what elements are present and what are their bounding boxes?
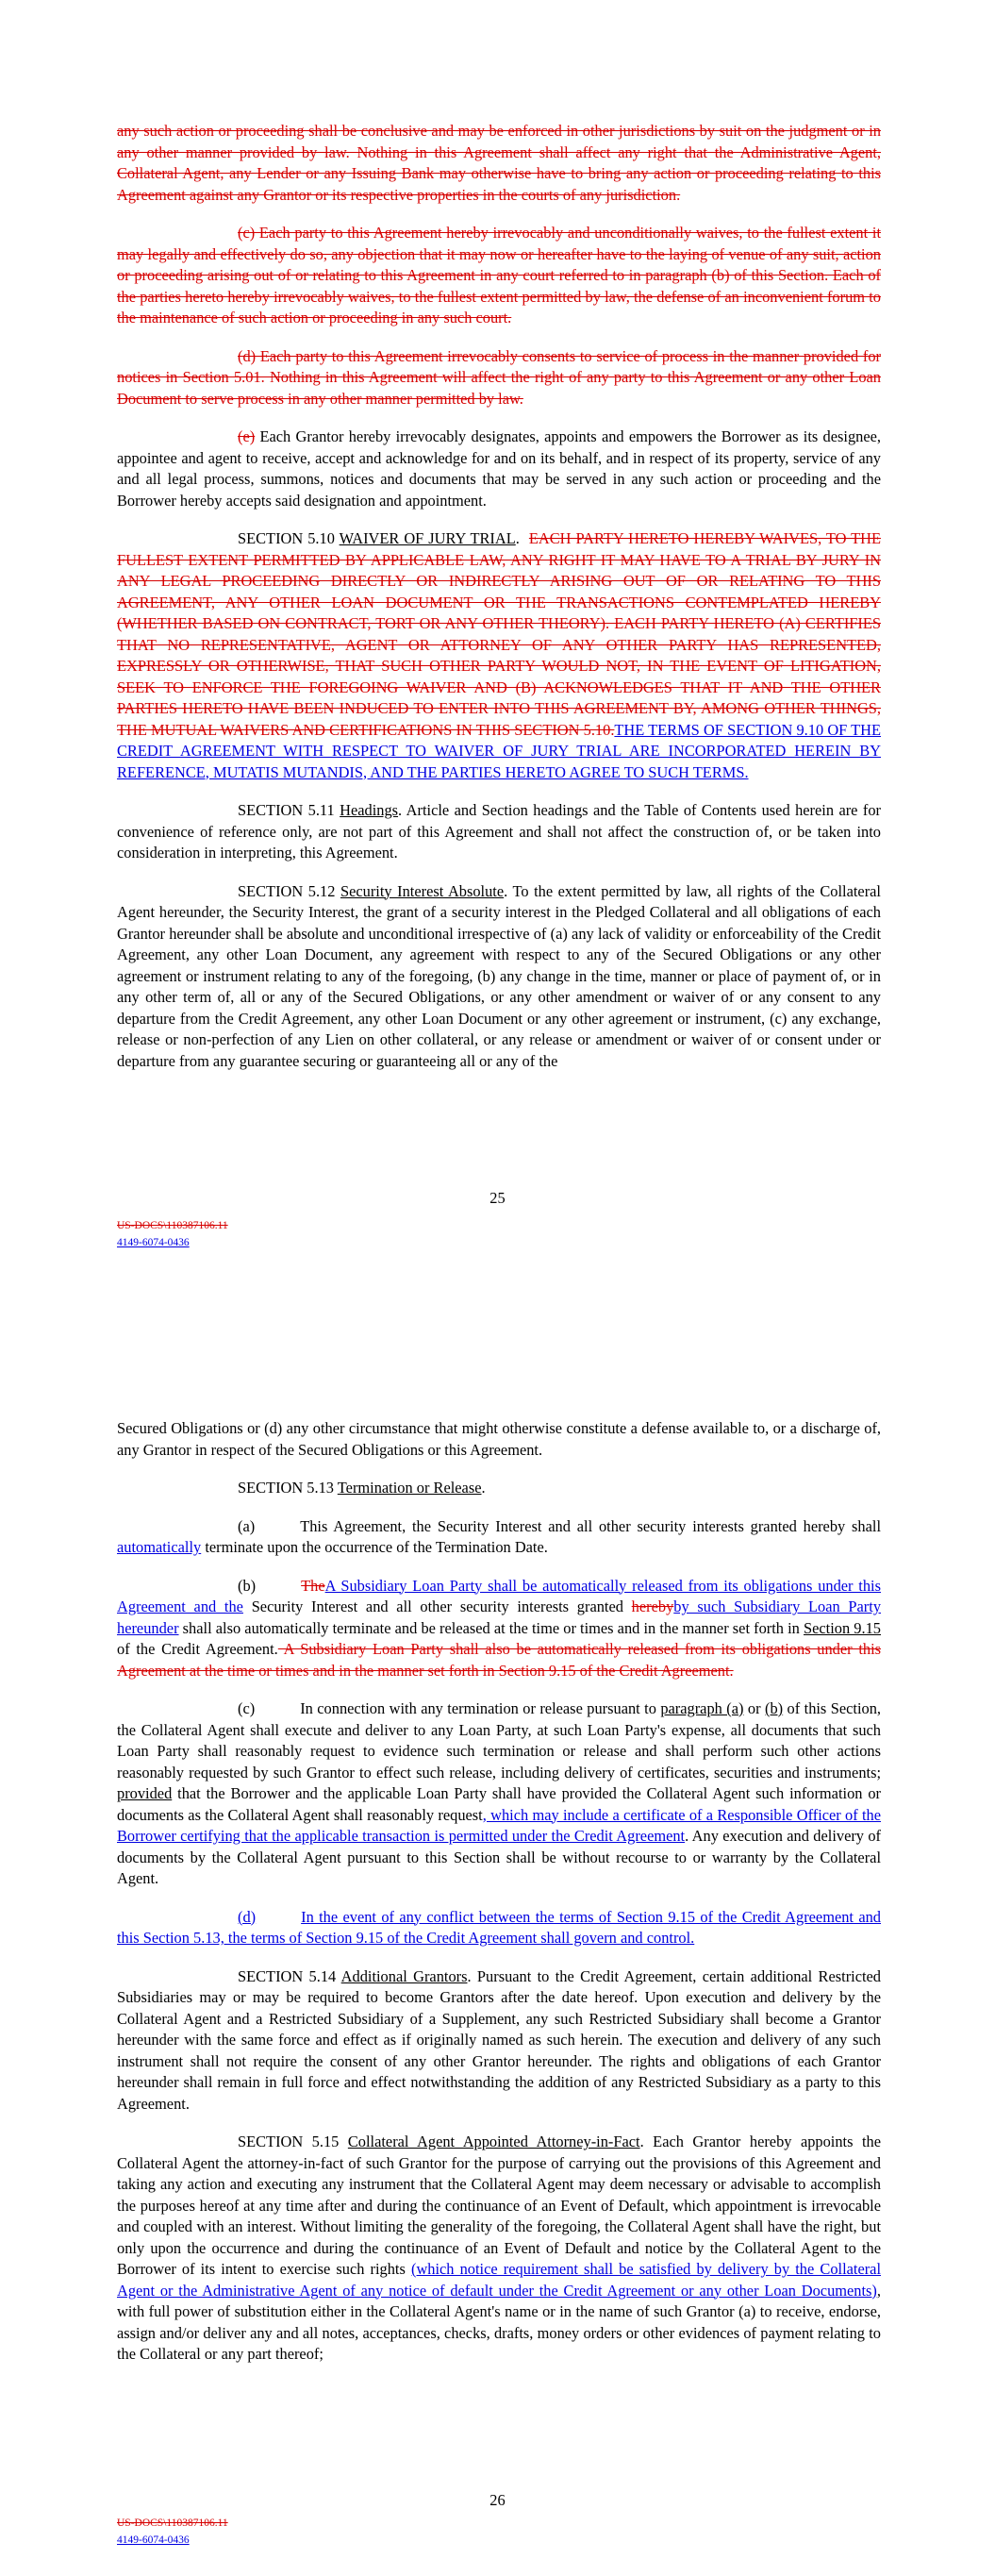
paragraph-text: Security Interest and all other security interests granted [242, 1597, 632, 1615]
paragraph-d-inserted [117, 1907, 881, 1949]
deleted-jury-waiver-text: EACH PARTY HERETO HEREBY WAIVES, TO THE FULLEST EXTENT PERMITTED BY APPLICABLE LAW, ANY RIGHT IT MAY HAVE TO A TRIAL BY JURY IN ANY LEGAL PROCEEDING DIRECTLY OR INDIRECTLY ARISING OUT OF OR RELATING TO THIS AGREEMENT, ANY OTHER LOAN DOCUMENT OR THE TRANSACTIONS CONTEMPLATED HEREBY (WHETHER BASED ON CONTRACT, TORT OR ANY OTHER THEORY). EACH PARTY HERETO (A) CERTIFIES THAT NO REPRESENTATIVE, AGENT OR ATTORNEY OF ANY OTHER PARTY HAS REPRESENTED, EXPRESSLY OR OTHERWISE, THAT SUCH OTHER PARTY WOULD NOT, IN THE EVENT OF LITIGATION, SEEK TO ENFORCE THE FOREGOING WAIVER AND (B) ACKNOWLEDGES THAT IT AND THE OTHER PARTIES HERETO HAVE BEEN INDUCED TO ENTER INTO THIS AGREEMENT BY, AMONG OTHER THINGS, THE MUTUAL WAIVERS AND CERTIFICATIONS IN THIS SECTION 5.10. [117, 529, 881, 739]
paragraph-c [117, 1698, 881, 1890]
deleted-paragraph-jurisdiction: any such action or proceeding shall be conclusive and may be enforced in other jurisdictions by suit on the judgment or in any other manner provided by law. Nothing in this Agreement shall affect any right that the Administrative Agent, Collateral Agent, any Lender or any Issuing Bank may otherwise have to bring any action or proceeding relating to this Agreement against any Grantor or its respective properties in the courts of any jurisdiction. [117, 122, 881, 204]
section-label: SECTION 5.14 [238, 1966, 341, 1985]
page-body [117, 1418, 881, 2383]
inserted-doc-id: 4149-6074-0436 [117, 2534, 190, 2546]
inserted-jury-waiver-text: THE TERMS OF SECTION 9.10 OF THE CREDIT AGREEMENT WITH RESPECT TO WAIVER OF JURY TRIAL ARE INCORPORATED HEREIN BY REFERENCE, MUTATIS MUTANDIS, AND THE PARTIES HERETO AGREE TO SUCH TERMS. [117, 720, 881, 781]
section-text: , with full power of substitution either in the Collateral Agent's name or in the name of such Grantor (a) to receive, endorse, assign and/or deliver any and all notes, acceptances, checks, drafts, money orders or other evidences of payment relating to the Collateral or any part thereof; [117, 2281, 881, 2363]
section-heading: Termination or Release [337, 1479, 482, 1497]
document-page-26 [0, 1288, 995, 2576]
deleted-paragraph-d-service: (d) Each party to this Agreement irrevocably consents to service of process in the manner provided for notices in Section 5.01. Nothing in this Agreement will affect the right of any party to this Agreement or any other Loan Document to serve process in any other manner permitted by law. [117, 346, 881, 408]
section-heading: Security Interest Absolute [340, 881, 505, 900]
section-5-15 [117, 2132, 881, 2366]
section-heading: Headings [340, 801, 399, 819]
inserted-text: by such Subsidiary Loan Party hereunder [117, 1597, 882, 1637]
section-heading: Additional Grantors [340, 1966, 468, 1985]
footer-doc-ids [117, 2515, 228, 2549]
deleted-doc-id: US-DOCS\110387106.11 [117, 2517, 228, 2529]
paragraph-text: of this Section, the Collateral Agent shall execute and deliver to any Loan Party, at such Loan Party's expense, all documents that such Loan Party shall reasonably request to evidence such termination or release and shall perform such other actions reasonably requested by such Grantor to effect such release, including delivery of certificates, securities and instruments; [117, 1699, 882, 1781]
section-label: SECTION 5.15 [238, 2133, 348, 2150]
paragraph-text: of the Credit Agreement. [117, 1640, 278, 1658]
section-text: . Article and Section headings and the Table of Contents used herein are for convenience of reference only, are not part of this Agreement and shall not affect the construction of, or be taken into consideration in interpreting, this Agreement. [117, 801, 881, 861]
paragraph-a [117, 1516, 881, 1559]
deleted-label-e: (e) [238, 427, 256, 445]
section-heading: Collateral Agent Appointed Attorney-in-Fact [347, 2133, 640, 2150]
provided-term: provided [117, 1784, 173, 1802]
paragraph-text: shall also automatically terminate and be released at the time or times and in the manner set forth in [178, 1618, 804, 1637]
section-text: . To the extent permitted by law, all rights of the Collateral Agent hereunder, the Security Interest, the grant of a security interest in the Pledged Collateral and all obligations of each Grantor hereunder shall be absolute and unconditional irrespective of (a) any lack of validity or enforceability of the Credit Agreement, any other Loan Document, any agreement with respect to any of the Secured Obligations or any other agreement or instrument relating to any of the foregoing, (b) any change in the time, manner or place of payment of, or in any other term of, all or any of the Secured Obligations, or any other amendment or waiver of or any consent to any departure from the Credit Agreement, any other Loan Document or any other agreement or instrument, (c) any exchange, release or non-perfection of any Lien on other collateral, or any release or amendment or waiver of or consent under or departure from any guarantee securing or guaranteeing all or any of the [117, 881, 881, 1070]
footer-doc-ids [117, 1217, 228, 1251]
section-text: . Each Grantor hereby appoints the Collateral Agent the attorney-in-fact of such Grantor for the purpose of carrying out the provisions of this Agreement and taking any action and executing any instrument that the Collateral Agent may deem necessary or advisable to accomplish the purposes hereof at any time after and during the continuance of an Event of Default, which appointment is irrevocable and coupled with an interest. Without limiting the generality of the foregoing, the Collateral Agent shall have the right, but only upon the occurrence and during the continuance of an Event of Default and notice by the Collateral Agent to the Borrower of its intent to exercise such rights [117, 2133, 881, 2278]
section-label: SECTION 5.11 [238, 801, 340, 819]
paragraph-label: (b) [238, 1576, 257, 1595]
inserted-text: automatically [117, 1538, 202, 1556]
section-label: SECTION 5.10 [238, 529, 340, 547]
page-number: 25 [489, 1189, 506, 1207]
deleted-text: The [301, 1576, 325, 1595]
deleted-paragraph-c-venue: (c) Each party to this Agreement hereby irrevocably and unconditionally waives, to the fullest extent it may legally and effectively do so, any objection that it may now or hereafter have to the laying of venue of any suit, action or proceeding arising out of or relating to this Agreement in any court referred to in paragraph (b) of this Section. Each of the parties hereto hereby irrevocably waives, to the fullest extent permitted by law, the defense of an inconvenient forum to the maintenance of such action or proceeding in any such court. [117, 224, 881, 326]
section-period: . [481, 1479, 486, 1497]
paragraph-reference: paragraph (a) [660, 1699, 744, 1717]
paragraph-b [117, 1576, 881, 1682]
inserted-text: (which notice requirement shall be satisfied by delivery by the Collateral Agent or the Administrative Agent of any notice of default under the Credit Agreement or any other Loan Documents) [117, 2260, 882, 2300]
section-label: SECTION 5.12 [238, 881, 340, 900]
paragraph-label: (c) [238, 1699, 256, 1717]
paragraph-text: In connection with any termination or release pursuant to [300, 1699, 661, 1717]
section-5-11 [117, 800, 881, 864]
section-label: SECTION 5.13 [238, 1479, 338, 1497]
deleted-doc-id: US-DOCS\110387106.11 [117, 1220, 228, 1231]
paragraph-text: Each Grantor hereby irrevocably designates, appoints and empowers the Borrower as its designee, appointee and agent to receive, accept and acknowledge for and on its behalf, and in respect of its property, service of any and all legal process, summons, notices and documents that may be served in any such action or proceeding and the Borrower hereby accepts said designation and appointment. [117, 427, 881, 510]
inserted-text: A Subsidiary Loan Party shall be automatically released from its obligations under this Agreement and the [117, 1576, 881, 1615]
paragraph-label: (a) [238, 1516, 256, 1535]
section-5-13 [117, 1478, 881, 1499]
paragraph-text: . Any execution and delivery of documents by the Collateral Agent pursuant to this Section shall be without recourse to or warranty by the Collateral Agent. [117, 1827, 881, 1887]
section-5-14 [117, 1966, 881, 2116]
inserted-text: In the event of any conflict between the terms of Section 9.15 of the Credit Agreement and this Section 5.13, the terms of Section 9.15 of the Credit Agreement shall govern and control. [117, 1907, 881, 1947]
deleted-text: hereby [631, 1597, 674, 1615]
deleted-text: A Subsidiary Loan Party shall also be automatically released from its obligations under this Agreement at the time or times and in the manner set forth in Section 9.15 of the Credit Agreement. [117, 1640, 881, 1680]
page-body [117, 121, 881, 1089]
section-5-12 [117, 881, 881, 1073]
paragraph-label: (d) [238, 1907, 257, 1926]
paragraph-reference: (b) [765, 1699, 784, 1717]
inserted-text: , which may include a certificate of a Responsible Officer of the Borrower certifying that the applicable transaction is permitted under the Credit Agreement [117, 1805, 881, 1845]
section-heading: WAIVER OF JURY TRIAL [339, 529, 516, 547]
paragraph-text: terminate upon the occurrence of the Termination Date. [201, 1538, 548, 1556]
section-5-10: SECTION 5.10 WAIVER OF JURY TRIAL. EACH PARTY HERETO HEREBY WAIVES, TO THE FULLEST EXTENT PERMITTED BY APPLICABLE LAW, ANY RIGHT IT MAY HAVE TO A TRIAL BY JURY IN ANY LEGAL PROCEEDING DIRECTLY OR INDIRECTLY ARISING OUT OF OR RELATING TO THIS AGREEMENT, ANY OTHER LOAN DOCUMENT OR THE TRANSACTIONS CONTEMPLATED HEREBY (WHETHER BASED ON CONTRACT, TORT OR ANY OTHER THEORY). EACH PARTY HERETO (A) CERTIFIES THAT NO REPRESENTATIVE, AGENT OR ATTORNEY OF ANY OTHER PARTY HAS REPRESENTED, EXPRESSLY OR OTHERWISE, THAT SUCH OTHER PARTY WOULD NOT, IN THE EVENT OF LITIGATION, SEEK TO ENFORCE THE FOREGOING WAIVER AND (B) ACKNOWLEDGES THAT IT AND THE OTHER PARTIES HERETO HAVE BEEN INDUCED TO ENTER INTO THIS AGREEMENT BY, AMONG OTHER THINGS, THE MUTUAL WAIVERS AND CERTIFICATIONS IN THIS SECTION 5.10.THE TERMS OF SECTION 9.10 OF THE CREDIT AGREEMENT WITH RESPECT TO WAIVER OF JURY TRIAL ARE INCORPORATED HEREIN BY REFERENCE, MUTATIS MUTANDIS, AND THE PARTIES HERETO AGREE TO SUCH TERMS. [117, 529, 881, 781]
paragraph-text: that the Borrower and the applicable Loan Party shall have provided the Collateral Agent such information or documents as the Collateral Agent shall reasonably request [117, 1784, 881, 1824]
paragraph-e-agent-for-service [117, 427, 881, 511]
paragraph-text: or [743, 1699, 765, 1717]
section-text: . Pursuant to the Credit Agreement, certain additional Restricted Subsidiaries may or may be required to become Grantors after the date hereof. Upon execution and delivery by the Collateral Agent and a Restricted Subsidiary of a Supplement, any such Restricted Subsidiary shall become a Grantor hereunder with the same force and effect as if originally named as such herein. The execution and delivery of any such instrument shall not require the consent of any other Grantor hereunder. The rights and obligations of each Grantor hereunder shall remain in full force and effect notwithstanding the addition of any Restricted Subsidiary as a party to this Agreement. [117, 1966, 882, 2113]
section-reference: Section 9.15 [804, 1618, 881, 1637]
paragraph-text: This Agreement, the Security Interest and all other security interests granted hereby shall [300, 1516, 881, 1535]
page-number: 26 [489, 2491, 506, 2509]
paragraph-continuation: Secured Obligations or (d) any other circumstance that might otherwise constitute a defense available to, or a discharge of, any Grantor in respect of the Secured Obligations or this Agreement. [117, 1419, 881, 1459]
inserted-doc-id: 4149-6074-0436 [117, 1237, 190, 1248]
